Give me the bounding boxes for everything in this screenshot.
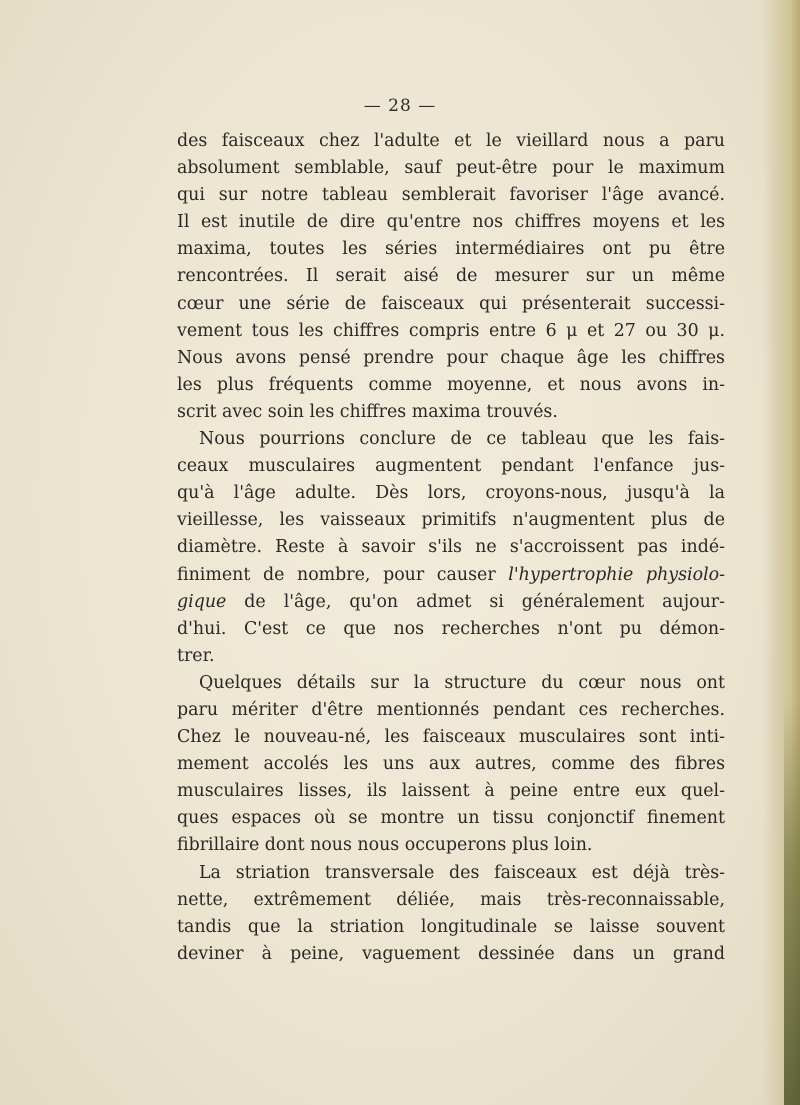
text-line [177,507,725,534]
line-text: absolument semblable, sauf peut-être pour le maximum [177,158,725,179]
line-text: maxima, toutes les séries intermédiaires ont pu être [177,239,725,260]
text-line [177,128,725,155]
line-text: paru mériter d'être mentionnés pendant ces recherches. [177,699,725,720]
text-line [177,291,725,318]
line-text: Quelques détails sur la structure du cœur nous ont [199,672,725,693]
body-text [177,128,725,968]
line-text: ques espaces où se montre un tissu conjonctif finement [177,808,725,829]
line-text: qu'à l'âge adulte. Dès lors, croyons-nous, jusqu'à la [177,483,725,504]
line-text: ceaux musculaires augmentent pendant l'enfance jus- [177,456,725,477]
page-edge-shadow [784,700,800,1105]
text-line [177,643,725,670]
line-text: des faisceaux chez l'adulte et le vieillard nous a paru [177,131,725,151]
italic-text: gique [177,591,227,612]
line-text: de l'âge, qu'on admet si généralement aujour- [226,591,725,612]
text-line [177,426,725,453]
text-line [177,236,725,263]
line-text: finiment de nombre, pour causer [177,564,509,585]
line-text: mement accolés les uns aux autres, comme des fibres [177,754,725,775]
line-text: deviner à peine, vaguement dessinée dans un grand [177,943,725,964]
text-line [177,941,725,968]
line-text: Nous pourrions conclure de ce tableau que les fais- [199,429,725,450]
line-text: rencontrées. Il serait aisé de mesurer sur un même [177,266,725,287]
line-text: vieillesse, les vaisseaux primitifs n'augmentent plus de [177,510,725,531]
text-line [177,616,725,643]
text-line [177,209,725,236]
text-line [177,345,725,372]
line-text: cœur une série de faisceaux qui présenterait successi- [177,293,725,314]
text-line [177,778,725,805]
line-text: tandis que la striation longitudinale se laisse souvent [177,916,725,937]
text-line [177,589,725,616]
line-text: Nous avons pensé prendre pour chaque âge les chiffres [177,347,725,368]
text-line [177,805,725,832]
line-text: musculaires lisses, ils laissent à peine entre eux quel- [177,781,725,802]
text-line [177,372,725,399]
text-line [177,697,725,724]
line-text: vement tous les chiffres compris entre 6 μ et 27 ou 30 μ. [177,320,725,341]
page-number: — 28 — [363,96,437,116]
text-line [177,887,725,914]
text-line [177,562,725,589]
line-text: trer. [177,645,215,666]
text-line [177,914,725,941]
line-text: Il est inutile de dire qu'entre nos chiffres moyens et les [177,212,725,233]
text-line [177,534,725,561]
text-line [177,263,725,290]
line-text: qui sur notre tableau semblerait favoriser l'âge avancé. [177,185,725,206]
text-line [177,670,725,697]
text-line [177,453,725,480]
text-line [177,399,725,426]
line-text: La striation transversale des faisceaux est déjà très- [199,862,725,883]
text-line [177,832,725,859]
line-text: d'hui. C'est ce que nos recherches n'ont pu démon- [177,618,725,639]
line-text: fibrillaire dont nous nous occuperons plus loin. [177,835,593,856]
line-text: Chez le nouveau-né, les faisceaux musculaires sont inti- [177,727,725,748]
text-line [177,480,725,507]
text-line [177,155,725,182]
text-line [177,751,725,778]
line-text: les plus fréquents comme moyenne, et nous avons in- [177,374,725,395]
line-text: diamètre. Reste à savoir s'ils ne s'accroissent pas indé- [177,537,725,558]
text-line [177,860,725,887]
text-line [177,318,725,345]
text-line [177,724,725,751]
text-line [177,182,725,209]
line-text: nette, extrêmement déliée, mais très-reconnaissable, [177,889,725,910]
italic-text: l'hypertrophie physiolo- [508,564,725,585]
line-text: scrit avec soin les chiffres maxima trouvés. [177,401,558,422]
